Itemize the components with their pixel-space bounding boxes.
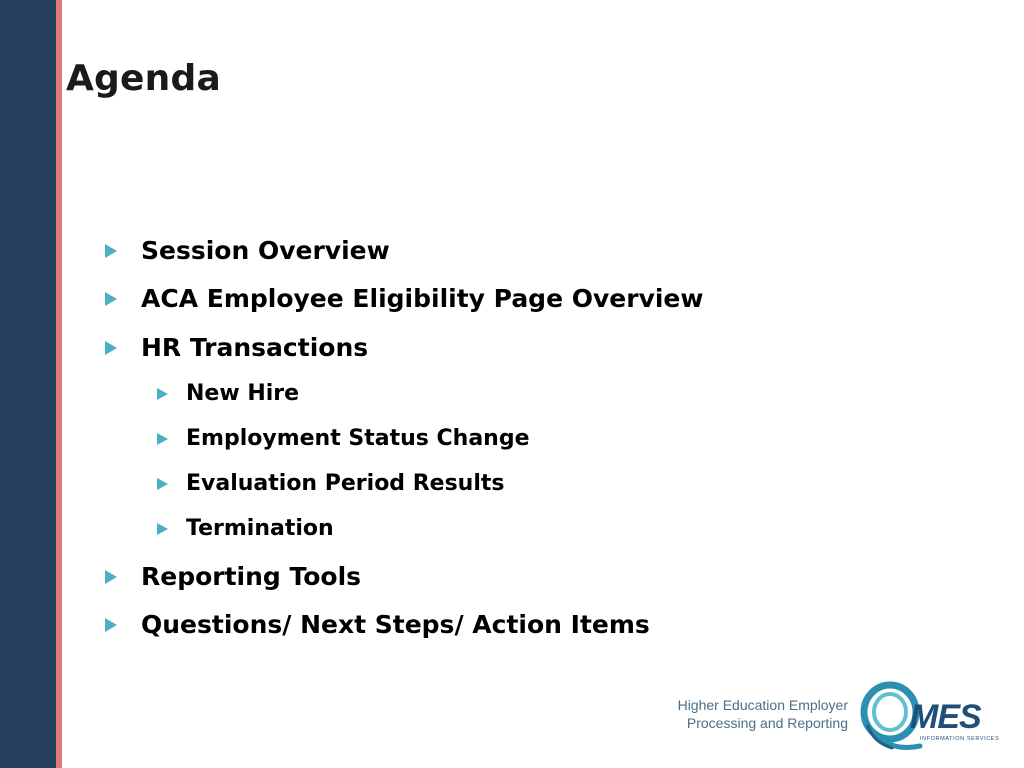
agenda-item-questions-next-steps	[105, 610, 650, 639]
agenda-subitem-new-hire	[157, 381, 299, 406]
agenda-subitem-employment-status-change	[157, 426, 530, 451]
omes-logo-subtext: INFORMATION SERVICES	[920, 736, 1000, 742]
agenda-item-label: Reporting Tools	[141, 562, 362, 591]
bullet-arrow-icon	[105, 292, 117, 306]
agenda-subitem-termination	[157, 516, 334, 541]
omes-logo-wordmark: MES	[910, 698, 981, 736]
agenda-item-reporting-tools	[105, 562, 361, 591]
footer-line-1: Higher Education Employer	[677, 697, 848, 713]
footer-line-2: Processing and Reporting	[686, 715, 848, 731]
footer-caption	[678, 696, 848, 732]
agenda-item-label: ACA Employee Eligibility Page Overview	[141, 284, 704, 313]
agenda-item-eligibility-page	[105, 284, 704, 313]
agenda-item-hr-transactions	[105, 333, 368, 362]
agenda-item-label: Session Overview	[141, 236, 390, 265]
bullet-arrow-icon	[157, 388, 168, 400]
bullet-arrow-icon	[105, 570, 117, 584]
bullet-arrow-icon	[105, 341, 117, 355]
agenda-subitem-label: Evaluation Period Results	[186, 471, 505, 496]
bullet-arrow-icon	[157, 478, 168, 490]
agenda-item-label: HR Transactions	[141, 333, 369, 362]
omes-logo	[858, 676, 1008, 756]
agenda-item-session-overview	[105, 236, 390, 265]
bullet-arrow-icon	[105, 244, 117, 258]
bullet-arrow-icon	[157, 523, 168, 535]
agenda-subitem-label: New Hire	[186, 381, 300, 406]
agenda-item-label: Questions/ Next Steps/ Action Items	[141, 610, 650, 639]
agenda-subitem-evaluation-period-results	[157, 471, 504, 496]
agenda-subitem-label: Employment Status Change	[186, 426, 530, 451]
slide-title: Agenda	[66, 58, 221, 99]
bullet-arrow-icon	[105, 618, 117, 632]
agenda-subitem-label: Termination	[186, 516, 334, 541]
bullet-arrow-icon	[157, 433, 168, 445]
